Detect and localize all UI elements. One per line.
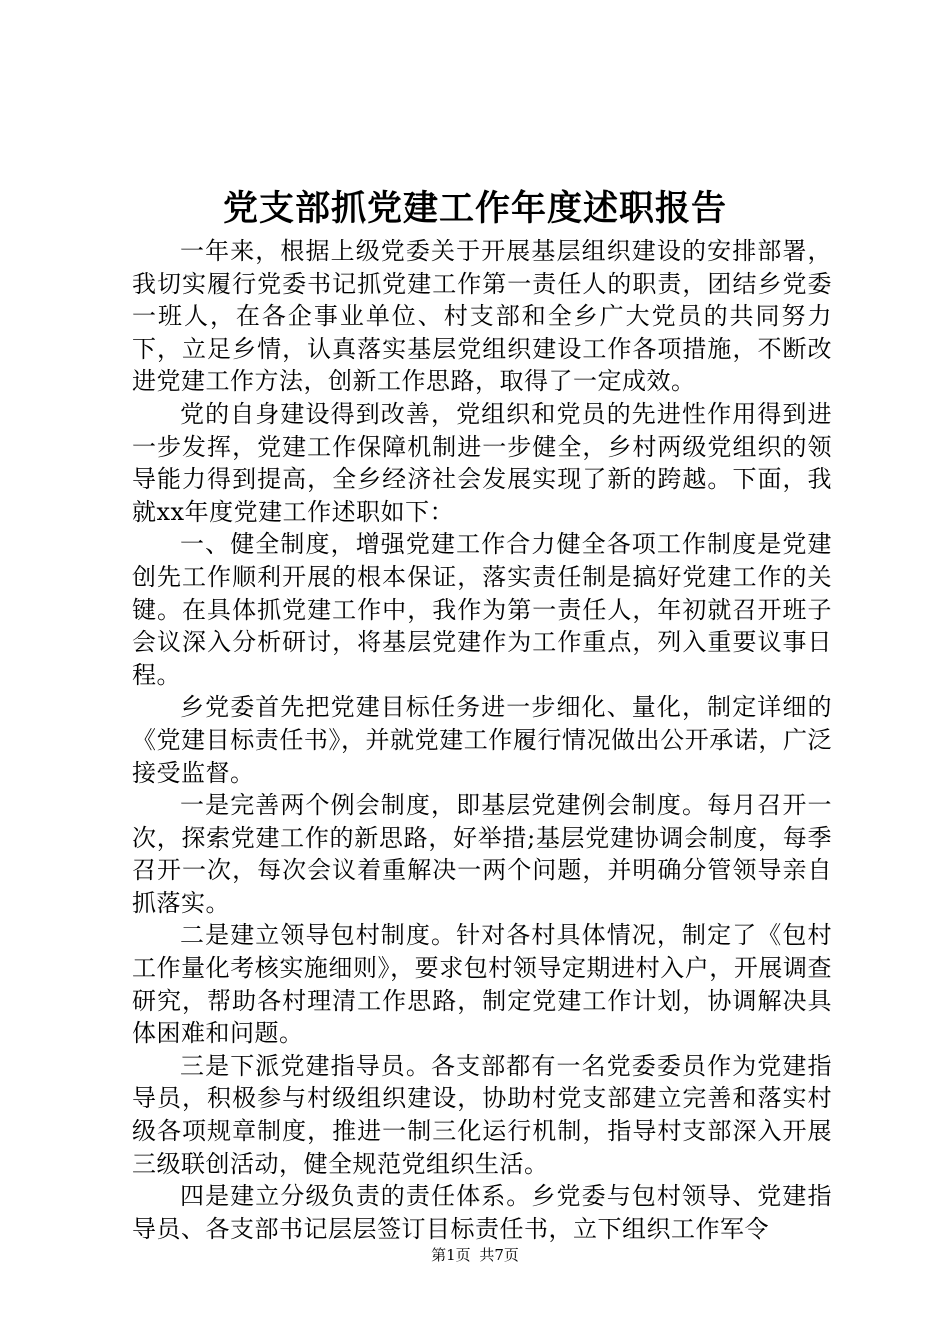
paragraph-2: 党的自身建设得到改善，党组织和党员的先进性作用得到进一步发挥，党建工作保障机制进一步健全，乡村两级党组织的领导能力得到提高，全乡经济社会发展实现了新的跨越。下面，我就xx年度党建工作述职如下： — [132, 399, 832, 526]
document-body — [132, 235, 832, 1245]
document-title: 党支部抓党建工作年度述职报告 — [222, 188, 727, 229]
paragraph-1: 一年来，根据上级党委关于开展基层组织建设的安排部署，我切实履行党委书记抓党建工作第一责任人的职责，团结乡党委一班人，在各企事业单位、村支部和全乡广大党员的共同努力下，立足乡情，认真落实基层党组织建设工作各项措施，不断改进党建工作方法，创新工作思路，取得了一定成效。 — [132, 237, 832, 396]
paragraph-5: 一是完善两个例会制度，即基层党建例会制度。每月召开一次，探索党建工作的新思路，好举措;基层党建协调会制度，每季召开一次，每次会议着重解决一两个问题，并明确分管领导亲自抓落实。 — [132, 791, 832, 917]
page-number: 第1页 — [431, 1246, 471, 1264]
paragraph-6: 二是建立领导包村制度。针对各村具体情况，制定了《包村工作量化考核实施细则》，要求包村领导定期进村入户，开展调查研究，帮助各村理清工作思路，制定党建工作计划，协调解决具体困难和问题。 — [132, 921, 832, 1048]
paragraph-8: 四是建立分级负责的责任体系。乡党委与包村领导、党建指导员、各支部书记层层签订目标责任书，立下组织工作军令 — [132, 1182, 832, 1243]
page-total: 共7页 — [479, 1246, 519, 1264]
paragraph-3: 一、健全制度，增强党建工作合力健全各项工作制度是党建创先工作顺利开展的根本保证，落实责任制是搞好党建工作的关键。在具体抓党建工作中，我作为第一责任人，年初就召开班子会议深入分析研讨，将基层党建作为工作重点，列入重要议事日程。 — [132, 530, 832, 689]
page-footer — [0, 1245, 950, 1265]
paragraph-7: 三是下派党建指导员。各支部都有一名党委委员作为党建指导员，积极参与村级组织建设，协助村党支部建立完善和落实村级各项规章制度，推进一制三化运行机制，指导村支部深入开展三级联创活动，健全规范党组织生活。 — [132, 1051, 832, 1178]
paragraph-4: 乡党委首先把党建目标任务进一步细化、量化，制定详细的《党建目标责任书》，并就党建工作履行情况做出公开承诺，广泛接受监督。 — [132, 693, 832, 787]
